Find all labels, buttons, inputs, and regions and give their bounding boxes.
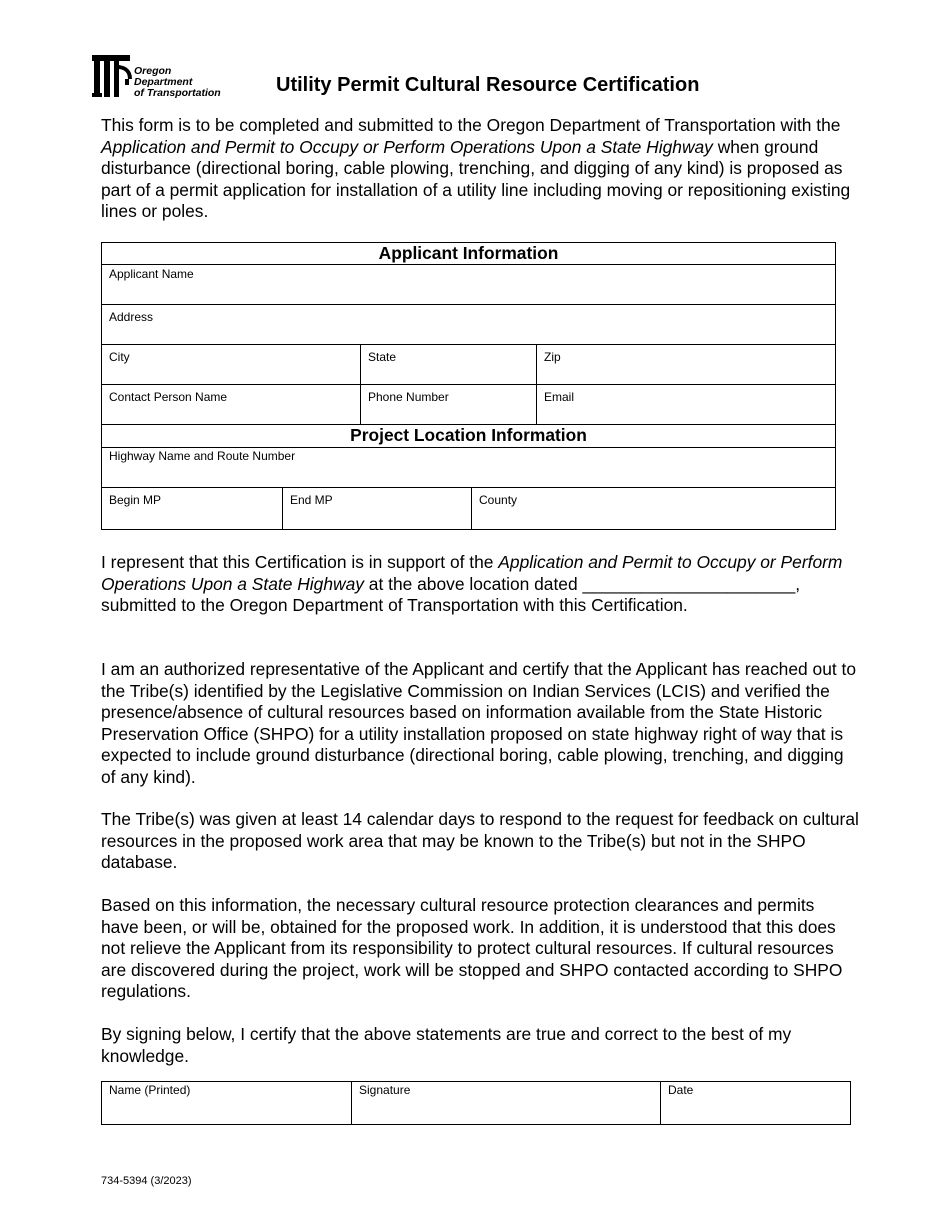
certification-paragraph-5: By signing below, I certify that the above statements are true and correct to the best of my knowledge. bbox=[101, 1024, 792, 1066]
highway-route-label: Highway Name and Route Number bbox=[109, 449, 296, 463]
address-label: Address bbox=[109, 310, 154, 324]
state-field[interactable] bbox=[361, 345, 537, 385]
applicant-name-label: Applicant Name bbox=[109, 267, 194, 281]
cert-p1-start: I represent that this Certification is in support of the bbox=[101, 552, 499, 572]
page-title: Utility Permit Cultural Resource Certification bbox=[276, 74, 700, 96]
address-field[interactable] bbox=[102, 305, 836, 345]
form-number: 734-5394 (3/2023) bbox=[101, 1175, 192, 1187]
name-printed-field[interactable] bbox=[102, 1082, 352, 1125]
date-field[interactable] bbox=[661, 1082, 851, 1125]
intro-paragraph bbox=[101, 115, 861, 223]
logo-line-2: Department bbox=[134, 76, 193, 88]
certification-paragraph-2: I am an authorized representative of the Applicant and certify that the Applicant has reached out to the Tribe(s) identified by the Legislative Commission on Indian Services (LCIS) and verified the presence/absence of cultural resources based on information available from the State Historic Preservation Office (SHPO) for a utility installation proposed on state highway right of way that is expected to include ground disturbance (directional boring, cable plowing, trenching, and digging of any kind). bbox=[101, 659, 857, 787]
logo-line-3: of Transportation bbox=[134, 87, 221, 99]
logo-text bbox=[134, 66, 221, 99]
intro-text-start: This form is to be completed and submitted to the Oregon Department of Transportation with the bbox=[101, 115, 841, 135]
state-label: State bbox=[368, 350, 397, 364]
email-field[interactable] bbox=[537, 385, 836, 425]
applicant-name-field[interactable] bbox=[102, 265, 836, 305]
cert-p1-permit-name: Application and Permit to Occupy or Perform Operations Upon a State Highway bbox=[101, 552, 843, 594]
signature-table bbox=[101, 1081, 851, 1125]
cert-p1-end: at the above location dated ______________________, submitted to the Oregon Department of Transportation with this Certification. bbox=[101, 573, 801, 615]
begin-mp-label: Begin MP bbox=[109, 493, 162, 507]
county-field[interactable] bbox=[472, 488, 836, 530]
intro-text-end: when ground disturbance (directional boring, cable plowing, trenching, and digging of any kind) is proposed as part of a permit application for installation of a utility line including moving or repositioning existing lines or poles. bbox=[101, 136, 851, 221]
certification-paragraph-3: The Tribe(s) was given at least 14 calendar days to respond to the request for feedback on cultural resources in the proposed work area that may be known to the Tribe(s) but not in the SHPO database. bbox=[101, 809, 859, 872]
county-label: County bbox=[479, 493, 518, 507]
end-mp-label: End MP bbox=[290, 493, 333, 507]
contact-person-field[interactable] bbox=[102, 385, 361, 425]
highway-route-field[interactable] bbox=[102, 448, 836, 488]
zip-field[interactable] bbox=[537, 345, 836, 385]
date-label: Date bbox=[668, 1083, 694, 1097]
certification-paragraph-4: Based on this information, the necessary cultural resource protection clearances and permits have been, or will be, obtained for the proposed work. In addition, it is understood that this does not relieve the Applicant from its responsibility to protect cultural resources. If cultural resources are discovered during the project, work will be stopped and SHPO contacted according to SHPO regulations. bbox=[101, 895, 843, 1001]
contact-person-label: Contact Person Name bbox=[109, 390, 228, 404]
city-field[interactable] bbox=[102, 345, 361, 385]
applicant-project-table bbox=[101, 242, 836, 530]
intro-permit-name: Application and Permit to Occupy or Perform Operations Upon a State Highway bbox=[101, 136, 713, 157]
signature-field[interactable] bbox=[352, 1082, 661, 1125]
odot-logo bbox=[92, 53, 242, 99]
city-label: City bbox=[109, 350, 130, 364]
signature-label: Signature bbox=[359, 1083, 411, 1097]
phone-number-field[interactable] bbox=[361, 385, 537, 425]
phone-number-label: Phone Number bbox=[368, 390, 449, 404]
begin-mp-field[interactable] bbox=[102, 488, 283, 530]
end-mp-field[interactable] bbox=[283, 488, 472, 530]
certification-paragraph-1 bbox=[101, 552, 861, 617]
email-label: Email bbox=[544, 390, 575, 404]
odot-logo-mark-icon bbox=[92, 53, 134, 99]
applicant-section-heading: Applicant Information bbox=[102, 243, 836, 265]
zip-label: Zip bbox=[544, 350, 561, 364]
name-printed-label: Name (Printed) bbox=[109, 1083, 191, 1097]
logo-line-1: Oregon bbox=[134, 65, 172, 77]
project-section-heading: Project Location Information bbox=[102, 425, 836, 448]
